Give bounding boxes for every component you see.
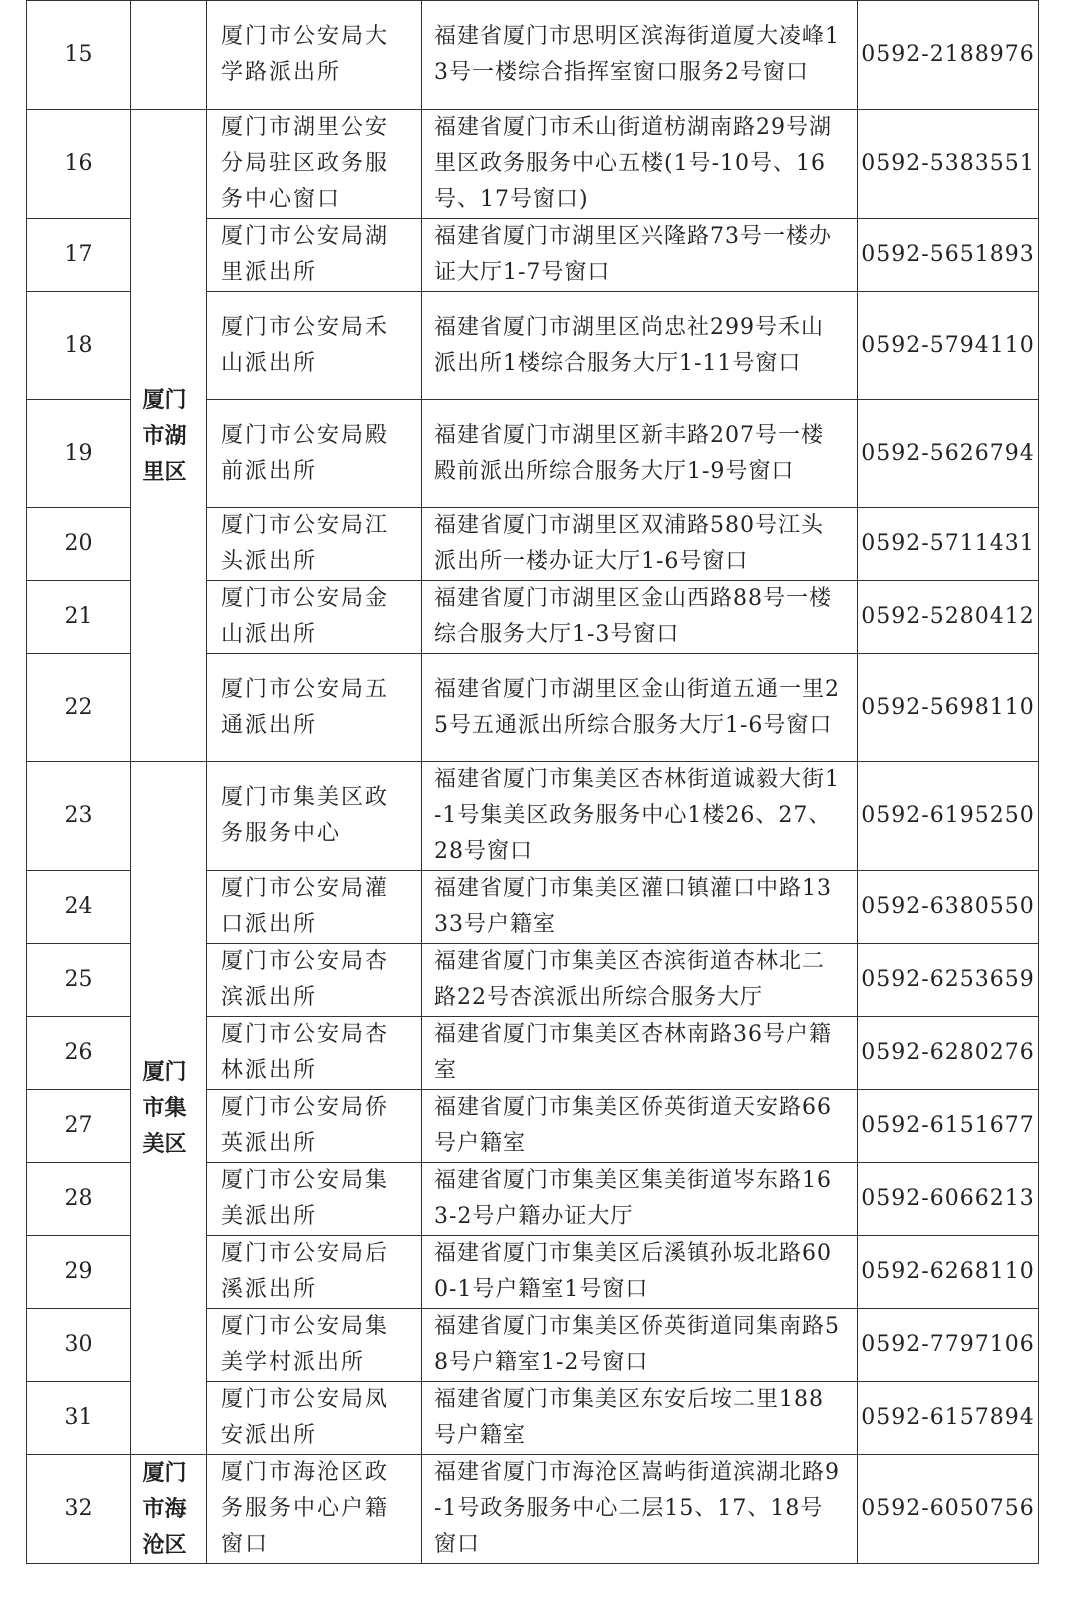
district-cell [131,762,207,1455]
office-address: 福建省厦门市集美区杏林街道诚毅大街1-1号集美区政务服务中心1楼26、27、28号窗口 [422,762,858,871]
office-name: 厦门市集美区政务服务中心 [207,762,422,871]
table-row [27,110,1039,219]
office-phone: 0592-6151677 [858,1090,1039,1163]
district-cell [131,110,207,762]
office-address: 福建省厦门市湖里区尚忠社299号禾山派出所1楼综合服务大厅1-11号窗口 [422,292,858,400]
office-name: 厦门市公安局五通派出所 [207,654,422,762]
office-address: 福建省厦门市集美区集美街道岑东路163-2号户籍办证大厅 [422,1163,858,1236]
table-body [27,1,1039,1564]
office-phone: 0592-5651893 [858,219,1039,292]
office-name: 厦门市公安局灌口派出所 [207,871,422,944]
table-row [27,1,1039,110]
district-cell [131,1455,207,1564]
office-address: 福建省厦门市湖里区金山街道五通一里25号五通派出所综合服务大厅1-6号窗口 [422,654,858,762]
office-name: 厦门市海沧区政务服务中心户籍窗口 [207,1455,422,1564]
office-address: 福建省厦门市湖里区金山西路88号一楼综合服务大厅1-3号窗口 [422,581,858,654]
office-phone: 0592-5698110 [858,654,1039,762]
row-index: 15 [27,1,131,110]
office-name: 厦门市公安局禾山派出所 [207,292,422,400]
office-address: 福建省厦门市湖里区双浦路580号江头派出所一楼办证大厅1-6号窗口 [422,508,858,581]
office-address: 福建省厦门市湖里区新丰路207号一楼殿前派出所综合服务大厅1-9号窗口 [422,400,858,508]
office-phone: 0592-2188976 [858,1,1039,110]
row-index: 31 [27,1382,131,1455]
office-name: 厦门市公安局杏林派出所 [207,1017,422,1090]
office-name: 厦门市公安局杏滨派出所 [207,944,422,1017]
office-name: 厦门市公安局金山派出所 [207,581,422,654]
row-index: 23 [27,762,131,871]
office-address: 福建省厦门市集美区后溪镇孙坂北路600-1号户籍室1号窗口 [422,1236,858,1309]
office-address: 福建省厦门市思明区滨海街道厦大凌峰13号一楼综合指挥室窗口服务2号窗口 [422,1,858,110]
office-phone: 0592-6066213 [858,1163,1039,1236]
office-name: 厦门市公安局殿前派出所 [207,400,422,508]
office-address: 福建省厦门市集美区东安后垵二里188号户籍室 [422,1382,858,1455]
row-index: 32 [27,1455,131,1564]
district-name: 厦门市集美区 [142,1059,187,1157]
office-phone: 0592-6280276 [858,1017,1039,1090]
row-index: 24 [27,871,131,944]
row-index: 22 [27,654,131,762]
row-index: 18 [27,292,131,400]
row-index: 17 [27,219,131,292]
office-phone: 0592-5711431 [858,508,1039,581]
office-phone: 0592-7797106 [858,1309,1039,1382]
service-window-table [26,0,1039,1564]
office-address: 福建省厦门市湖里区兴隆路73号一楼办证大厅1-7号窗口 [422,219,858,292]
office-phone: 0592-5794110 [858,292,1039,400]
office-name: 厦门市公安局凤安派出所 [207,1382,422,1455]
office-address: 福建省厦门市集美区杏林南路36号户籍室 [422,1017,858,1090]
office-address: 福建省厦门市海沧区嵩屿街道滨湖北路9-1号政务服务中心二层15、17、18号窗口 [422,1455,858,1564]
row-index: 25 [27,944,131,1017]
office-phone: 0592-6268110 [858,1236,1039,1309]
office-phone: 0592-5280412 [858,581,1039,654]
office-address: 福建省厦门市集美区灌口镇灌口中路1333号户籍室 [422,871,858,944]
office-name: 厦门市公安局江头派出所 [207,508,422,581]
office-name: 厦门市公安局集美学村派出所 [207,1309,422,1382]
office-name: 厦门市公安局大学路派出所 [207,1,422,110]
office-phone: 0592-6050756 [858,1455,1039,1564]
row-index: 28 [27,1163,131,1236]
office-name: 厦门市湖里公安分局驻区政务服务中心窗口 [207,110,422,219]
office-name: 厦门市公安局集美派出所 [207,1163,422,1236]
district-name: 厦门市海沧区 [142,1460,187,1558]
office-phone: 0592-6157894 [858,1382,1039,1455]
district-cell [131,1,207,110]
table-row [27,762,1039,871]
row-index: 16 [27,110,131,219]
office-phone: 0592-5383551 [858,110,1039,219]
office-name: 厦门市公安局侨英派出所 [207,1090,422,1163]
office-phone: 0592-6195250 [858,762,1039,871]
district-name: 厦门市湖里区 [142,386,187,485]
office-address: 福建省厦门市集美区杏滨街道杏林北二路22号杏滨派出所综合服务大厅 [422,944,858,1017]
office-address: 福建省厦门市集美区侨英街道天安路66号户籍室 [422,1090,858,1163]
office-name: 厦门市公安局后溪派出所 [207,1236,422,1309]
row-index: 20 [27,508,131,581]
office-phone: 0592-5626794 [858,400,1039,508]
row-index: 29 [27,1236,131,1309]
office-address: 福建省厦门市禾山街道枋湖南路29号湖里区政务服务中心五楼(1号-10号、16号、17号窗口) [422,110,858,219]
table-row [27,1455,1039,1564]
office-phone: 0592-6380550 [858,871,1039,944]
office-phone: 0592-6253659 [858,944,1039,1017]
office-address: 福建省厦门市集美区侨英街道同集南路58号户籍室1-2号窗口 [422,1309,858,1382]
row-index: 19 [27,400,131,508]
row-index: 30 [27,1309,131,1382]
office-name: 厦门市公安局湖里派出所 [207,219,422,292]
row-index: 27 [27,1090,131,1163]
row-index: 21 [27,581,131,654]
row-index: 26 [27,1017,131,1090]
